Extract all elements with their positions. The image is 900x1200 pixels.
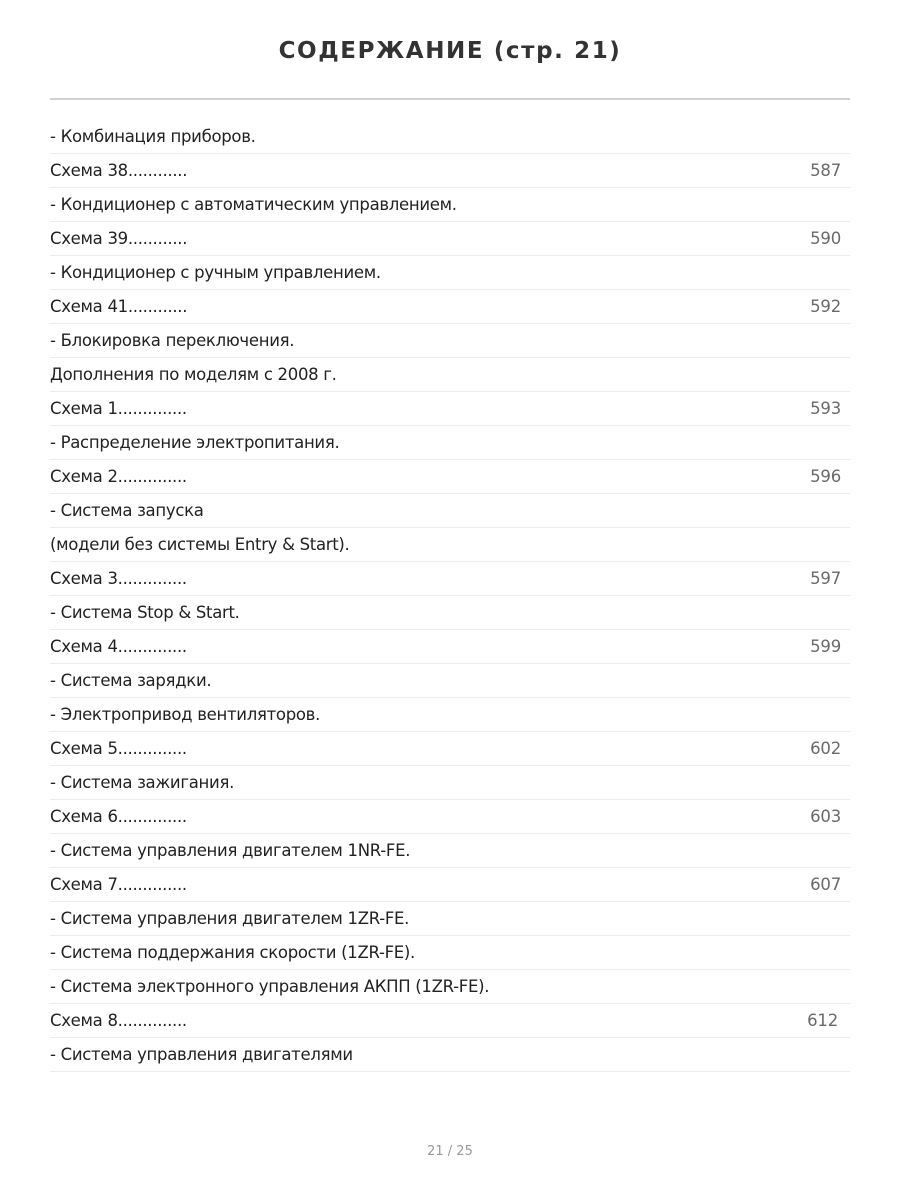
toc-entry-label: - Комбинация приборов. [50,127,256,146]
toc-entry [50,596,850,630]
toc-entry-label: - Кондиционер с автоматическим управлением. [50,195,457,214]
toc-entry [50,324,850,358]
toc-entry[interactable] [50,290,850,324]
toc-entry [50,766,850,800]
toc-entry [50,528,850,562]
toc-entry-label[interactable]: Схема 41............ [50,297,188,316]
title-divider [50,98,850,100]
toc-entry [50,256,850,290]
toc-entry[interactable] [50,1004,850,1038]
toc-entry-page[interactable]: 587 [810,161,841,180]
toc-entry[interactable] [50,630,850,664]
toc-entry [50,936,850,970]
toc-entry[interactable] [50,868,850,902]
toc-entry-page[interactable]: 592 [810,297,841,316]
toc-entry-label: Дополнения по моделям с 2008 г. [50,365,337,384]
toc-entry-label: (модели без системы Entry & Start). [50,535,350,554]
toc-entry-label[interactable]: Схема 6.............. [50,807,187,826]
toc-entry [50,120,850,154]
toc-entry-label: - Система зажигания. [50,773,235,792]
toc-entry-page[interactable]: 603 [810,807,841,826]
toc-entry-label: - Кондиционер с ручным управлением. [50,263,381,282]
toc-entry-label: - Система управления двигателями [50,1045,353,1064]
toc-entry-label[interactable]: Схема 3.............. [50,569,187,588]
toc-entry-label[interactable]: Схема 8.............. [50,1011,187,1030]
toc-entry-page[interactable]: 596 [810,467,841,486]
toc-entry-label: - Система управления двигателем 1ZR-FE. [50,909,410,928]
toc-entry-label: - Блокировка переключения. [50,331,295,350]
toc-entry[interactable] [50,732,850,766]
toc-section-heading [50,358,850,392]
toc-entry[interactable] [50,222,850,256]
toc-entry-label: - Система зарядки. [50,671,212,690]
toc-entry-page[interactable]: 602 [810,739,841,758]
toc-entry-label[interactable]: Схема 7.............. [50,875,187,894]
toc-entry [50,902,850,936]
toc-entry-label: - Система электронного управления АКПП (1ZR-FE). [50,977,490,996]
toc-entry[interactable] [50,392,850,426]
toc-entry-label: - Электропривод вентиляторов. [50,705,321,724]
toc-entry-page[interactable]: 612 [807,1011,838,1030]
toc-entry [50,834,850,868]
toc-entry[interactable] [50,562,850,596]
toc-entry-label[interactable]: Схема 1.............. [50,399,187,418]
toc-entry-page[interactable]: 599 [810,637,841,656]
toc-entry-label[interactable]: Схема 4.............. [50,637,187,656]
toc-entry [50,188,850,222]
toc-entry[interactable] [50,154,850,188]
toc-entry-label[interactable]: Схема 2.............. [50,467,187,486]
toc-entry-page[interactable]: 607 [810,875,841,894]
toc-entry [50,426,850,460]
table-of-contents [50,120,850,1072]
toc-entry [50,494,850,528]
toc-entry-page[interactable]: 590 [810,229,841,248]
toc-entry-label[interactable]: Схема 5.............. [50,739,187,758]
toc-entry [50,664,850,698]
page-title: СОДЕРЖАНИЕ (стр. 21) [278,38,622,64]
toc-entry [50,970,850,1004]
toc-entry-label[interactable]: Схема 39............ [50,229,188,248]
toc-entry-label[interactable]: Схема 38............ [50,161,188,180]
toc-entry[interactable] [50,800,850,834]
toc-entry [50,1038,850,1072]
toc-entry-label: - Распределение электропитания. [50,433,340,452]
page-pagination: 21 / 25 [427,1144,473,1159]
toc-entry-label: - Система запуска [50,501,204,520]
toc-entry-label: - Система поддержания скорости (1ZR-FE). [50,943,416,962]
toc-entry-label: - Система Stop & Start. [50,603,240,622]
toc-entry-label: - Система управления двигателем 1NR-FE. [50,841,411,860]
toc-entry[interactable] [50,460,850,494]
toc-entry [50,698,850,732]
toc-entry-page[interactable]: 597 [810,569,841,588]
toc-entry-page[interactable]: 593 [810,399,841,418]
